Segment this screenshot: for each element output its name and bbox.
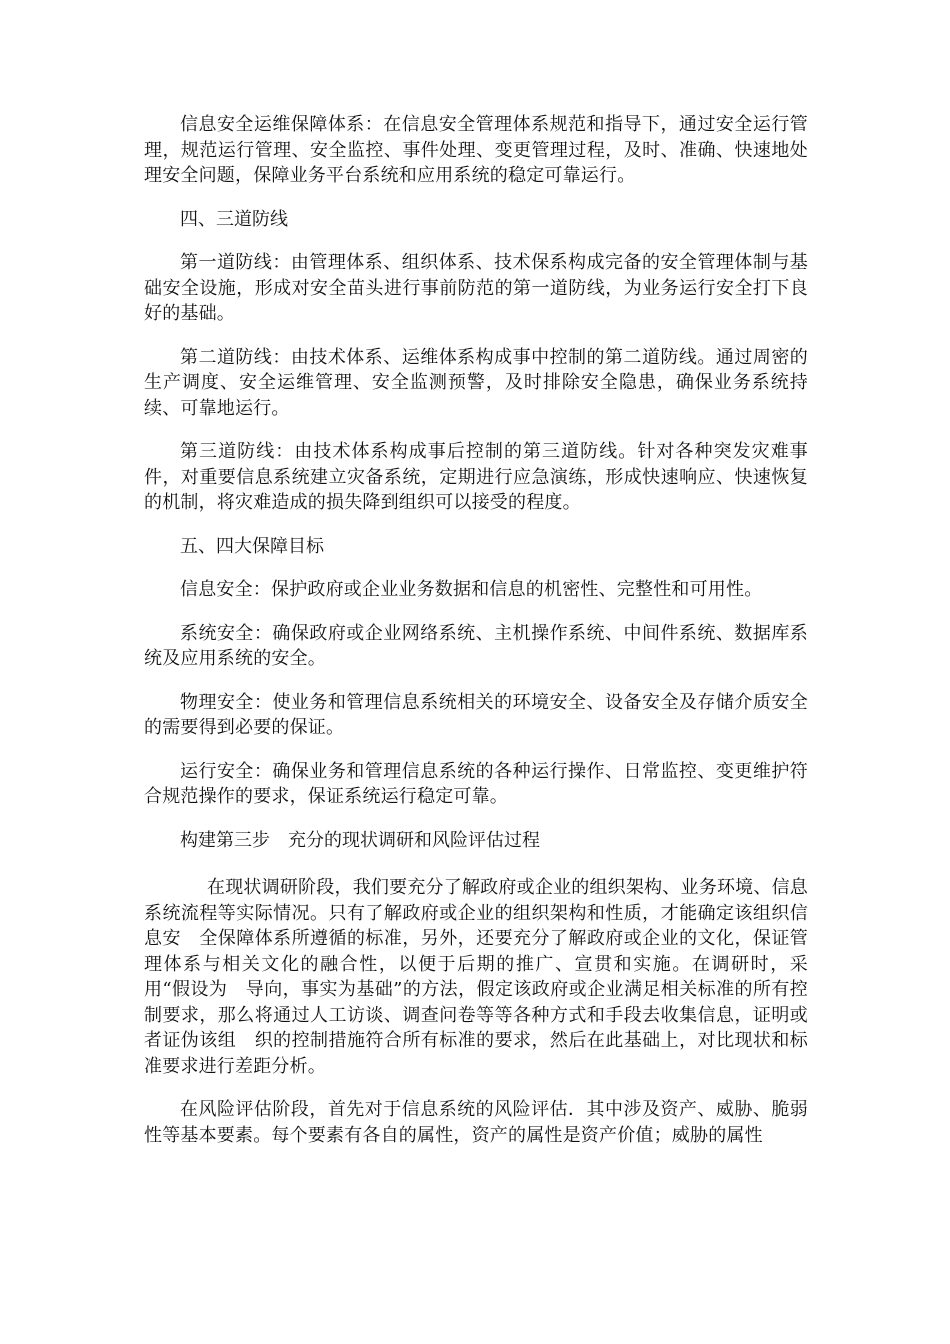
section-heading-step-three: 构建第三步 充分的现状调研和风险评估过程 <box>180 829 540 851</box>
paragraph-risk-assessment: 在风险评估阶段，首先对于信息系统的风险评估．其中涉及资产、威胁、脆弱性等基本要素。每个要素有各自的属性，资产的属性是资产价值；威胁的属性 <box>144 1099 808 1146</box>
paragraph-first-defense: 第一道防线：由管理体系、组织体系、技术保系构成完备的安全管理体制与基础安全设施，形成对安全苗头进行事前防范的第一道防线，为业务运行安全打下良好的基础。 <box>144 252 808 324</box>
paragraph-current-state-research: 在现状调研阶段，我们要充分了解政府或企业的组织架构、业务环境、信息系统流程等实际情况。只有了解政府或企业的组织架构和性质，才能确定该组织信息安 全保障体系所遵循的标准，另外，还要充分了解政府或企业的文化，保证管理体系与相关文化的融合性，以便于后期的推广、宣贯和实施。在调研时，采用“假设为 导向，事实为基础”的方法，假定该政府或企业满足相关标准的所有控制要求，那么将通过人工访谈、调查问卷等等各种方式和手段去收集信息，证明或者证伪该组 织的控制措施符合所有标准的要求，然后在此基础上，对比现状和标准要求进行差距分析。 <box>144 877 808 1077</box>
document-page <box>144 112 808 1166</box>
paragraph-physical-security: 物理安全：使业务和管理信息系统相关的环境安全、设备安全及存储介质安全的需要得到必要的保证。 <box>144 691 808 738</box>
section-heading-three-defense-lines: 四、三道防线 <box>180 208 288 230</box>
section-heading-four-goals: 五、四大保障目标 <box>180 535 324 557</box>
paragraph-ops-assurance: 信息安全运维保障体系：在信息安全管理体系规范和指导下，通过安全运行管理，规范运行管理、安全监控、事件处理、变更管理过程，及时、准确、快速地处理安全问题，保障业务平台系统和应用系统的稳定可靠运行。 <box>144 114 808 186</box>
paragraph-second-defense: 第二道防线：由技术体系、运维体系构成事中控制的第二道防线。通过周密的生产调度、安全运维管理、安全监测预警，及时排除安全隐患，确保业务系统持续、可靠地运行。 <box>144 346 808 419</box>
paragraph-third-defense: 第三道防线：由技术体系构成事后控制的第三道防线。针对各种突发灾难事件，对重要信息系统建立灾备系统，定期进行应急演练，形成快速响应、快速恢复的机制，将灾难造成的损失降到组织可以接受的程度。 <box>144 441 808 513</box>
paragraph-operation-security: 运行安全：确保业务和管理信息系统的各种运行操作、日常监控、变更维护符合规范操作的要求，保证系统运行稳定可靠。 <box>144 760 808 807</box>
paragraph-system-security: 系统安全：确保政府或企业网络系统、主机操作系统、中间件系统、数据库系统及应用系统的安全。 <box>144 622 808 669</box>
paragraph-info-security: 信息安全：保护政府或企业业务数据和信息的机密性、完整性和可用性。 <box>180 579 763 600</box>
